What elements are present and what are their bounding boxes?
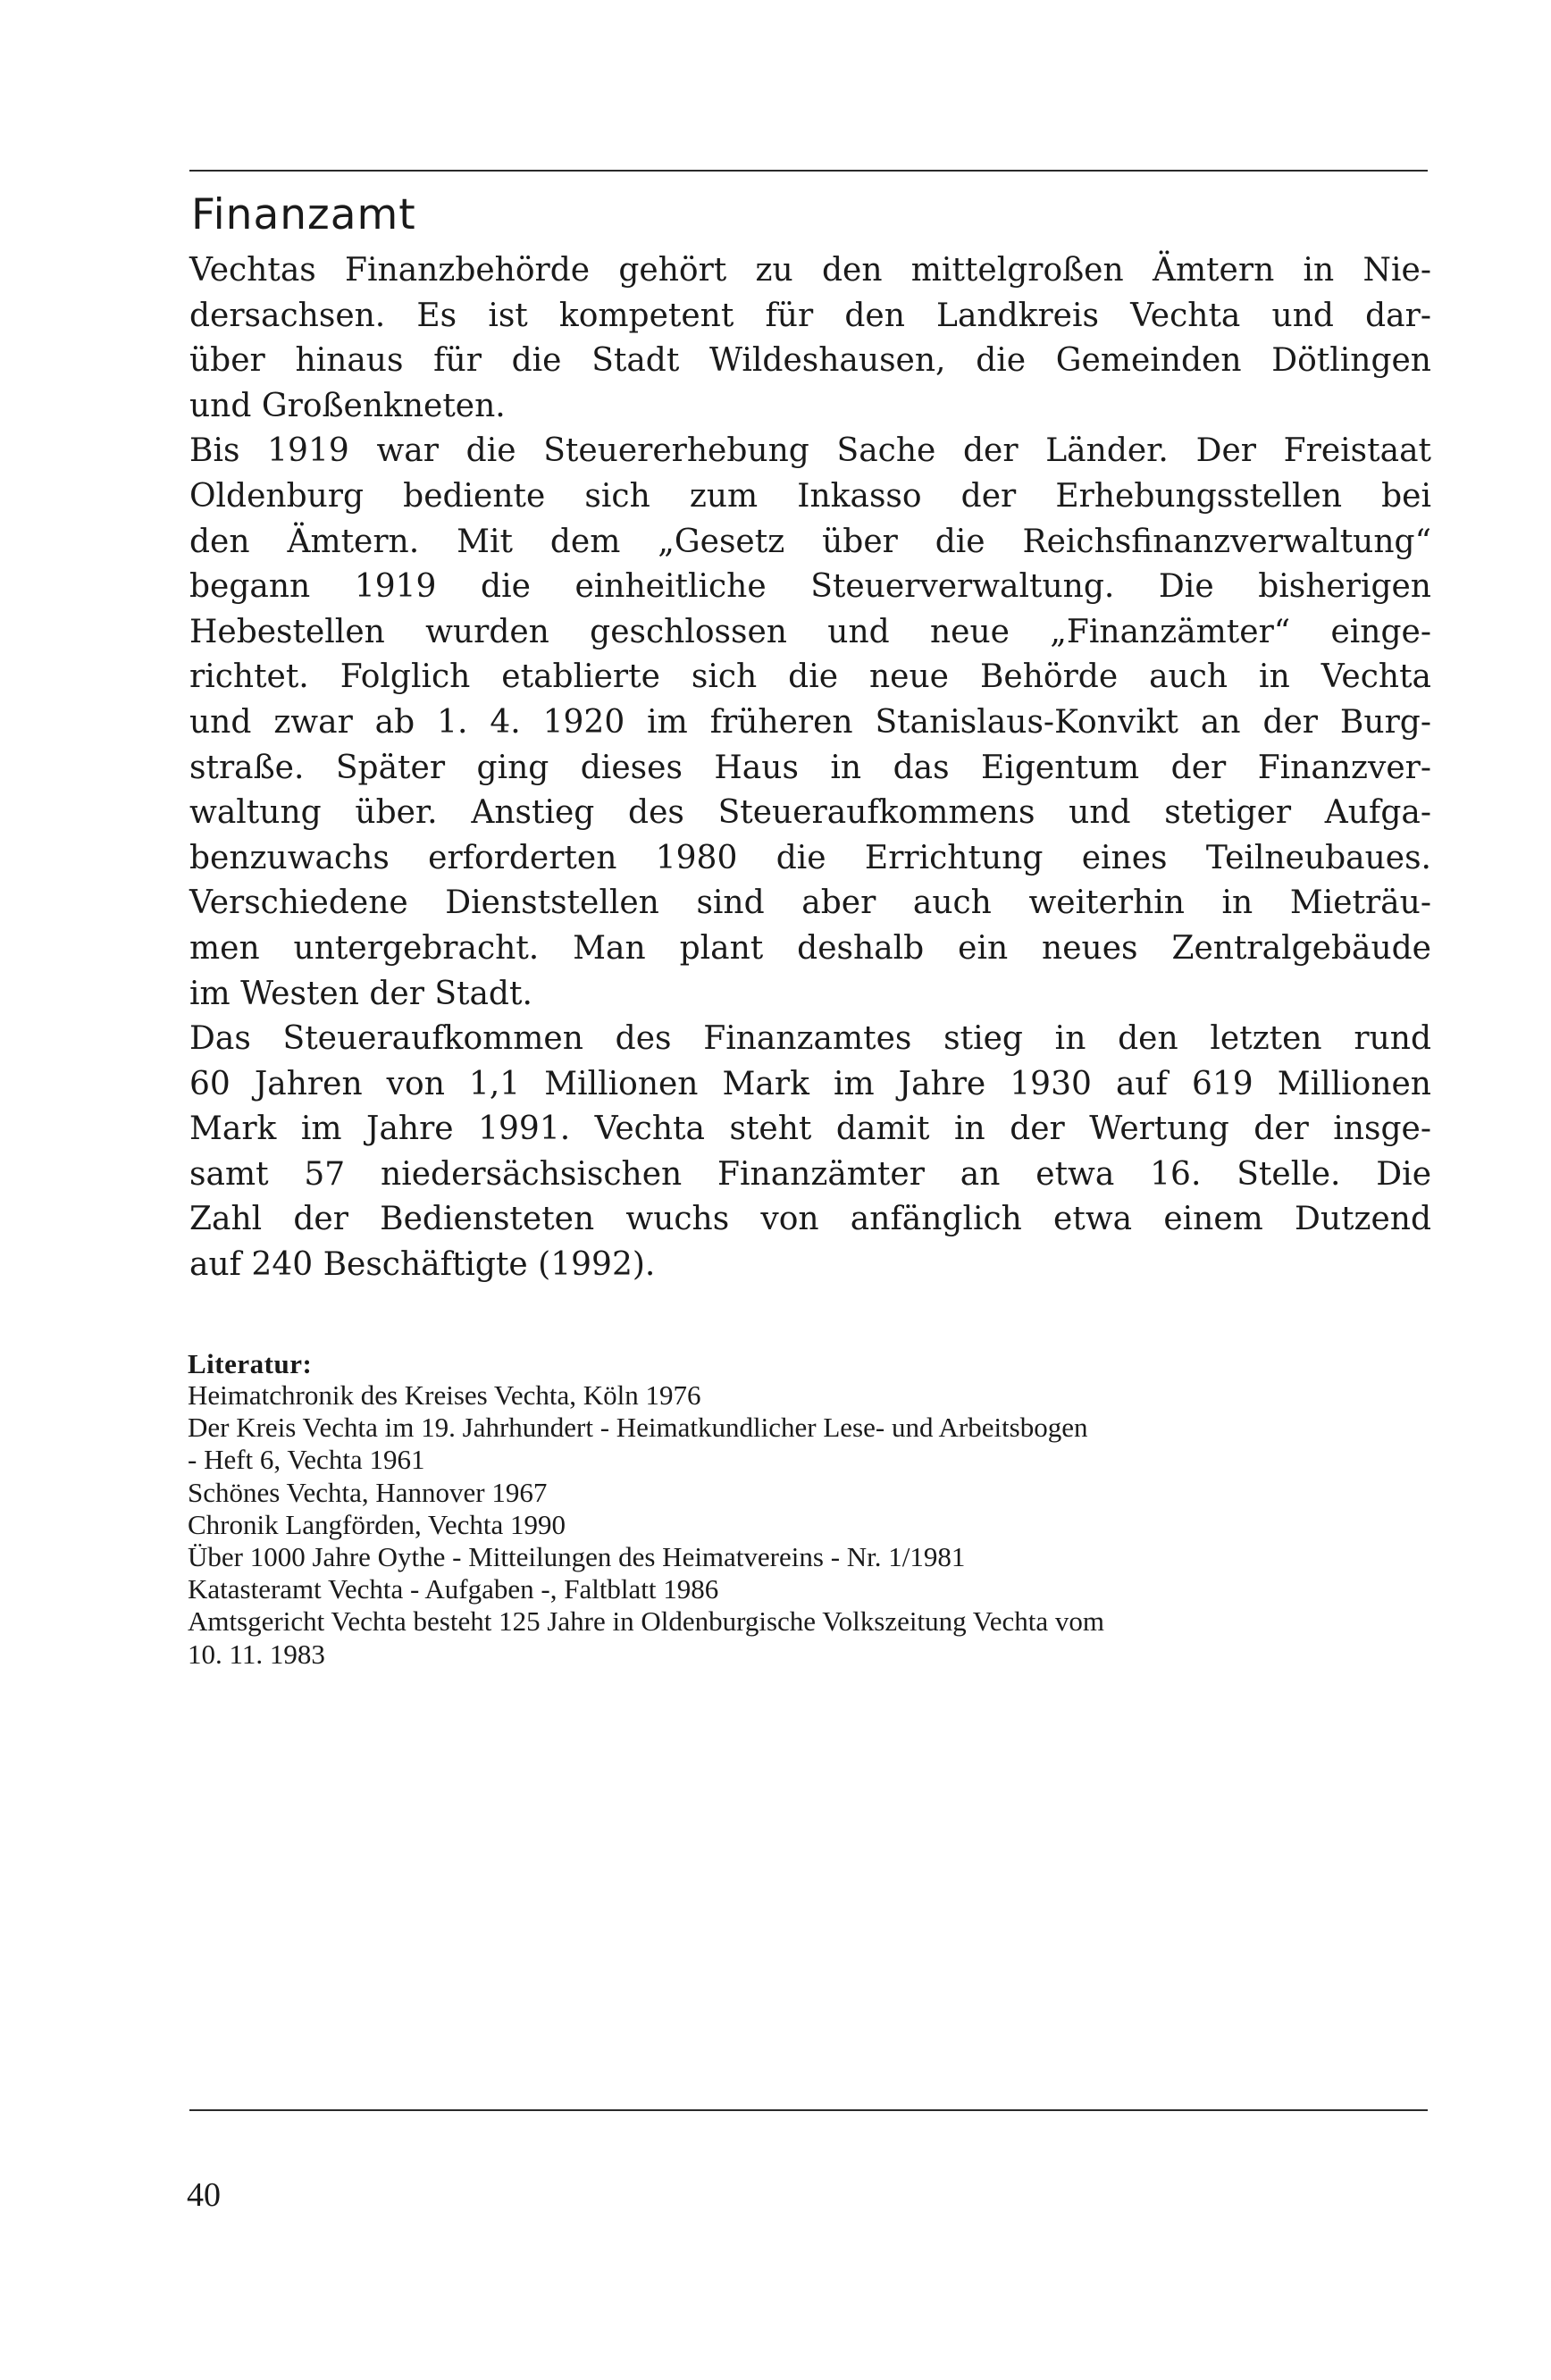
literature-section (188, 1349, 1438, 1671)
literature-entry: Chronik Langförden, Vechta 1990 (188, 1508, 566, 1540)
body-line: dersachsen. Es ist kompetent für den Landkreis Vechta und dar- (189, 297, 1431, 334)
page-number: 40 (187, 2176, 221, 2214)
literature-entry: Amtsgericht Vechta besteht 125 Jahre in Oldenburgische Volkszeitung Vechta vom (188, 1605, 1104, 1638)
body-line: Vechtas Finanzbehörde gehört zu den mittelgroßen Ämtern in Nie- (189, 252, 1431, 289)
body-line: benzuwachs erforderten 1980 die Errichtung eines Teilneubaues. (189, 839, 1431, 876)
body-line: und zwar ab 1. 4. 1920 im früheren Stanislaus-Konvikt an der Burg- (189, 703, 1431, 741)
literature-heading: Literatur: (188, 1348, 313, 1379)
body-line: begann 1919 die einheitliche Steuerverwaltung. Die bisherigen (189, 568, 1431, 606)
body-line: über hinaus für die Stadt Wildeshausen, die Gemeinden Dötlingen (189, 342, 1431, 380)
body-line: men untergebracht. Man plant deshalb ein neues Zentralgebäude (189, 929, 1431, 967)
literature-entry: Heimatchronik des Kreises Vechta, Köln 1976 (188, 1379, 701, 1411)
literature-entry: 10. 11. 1983 (188, 1638, 325, 1670)
literature-entry: Der Kreis Vechta im 19. Jahrhundert - Heimatkundlicher Lese- und Arbeitsbogen (188, 1412, 1088, 1444)
body-line: richtet. Folglich etablierte sich die neue Behörde auch in Vechta (189, 658, 1431, 696)
body-line: den Ämtern. Mit dem „Gesetz über die Reichsfinanzverwaltung“ (189, 523, 1431, 560)
body-line: Mark im Jahre 1991. Vechta steht damit in der Wertung der insge- (189, 1110, 1431, 1148)
literature-entry: Schönes Vechta, Hannover 1967 (188, 1476, 548, 1508)
top-rule (189, 170, 1428, 172)
body-text (189, 248, 1431, 1288)
body-line: auf 240 Beschäftigte (1992). (189, 1246, 656, 1284)
body-line: straße. Später ging dieses Haus in das Eigentum der Finanzver- (189, 749, 1431, 786)
body-line: Oldenburg bediente sich zum Inkasso der Erhebungsstellen bei (189, 477, 1431, 515)
literature-entry: Katasteramt Vechta - Aufgaben -, Faltblatt 1986 (188, 1573, 719, 1605)
bottom-rule (189, 2109, 1428, 2111)
body-line: Das Steueraufkommen des Finanzamtes stieg in den letzten rund (189, 1020, 1431, 1058)
body-line: Zahl der Bediensteten wuchs von anfänglich etwa einem Dutzend (189, 1201, 1431, 1238)
literature-entry: Über 1000 Jahre Oythe - Mitteilungen des Heimatvereins - Nr. 1/1981 (188, 1540, 966, 1572)
section-heading: Finanzamt (191, 190, 416, 239)
body-line: Bis 1919 war die Steuererhebung Sache der Länder. Der Freistaat (189, 432, 1431, 470)
literature-entry: - Heft 6, Vechta 1961 (188, 1444, 425, 1476)
body-line: waltung über. Anstieg des Steueraufkommens und stetiger Aufga- (189, 794, 1431, 832)
body-line: im Westen der Stadt. (189, 975, 532, 1012)
body-line: 60 Jahren von 1,1 Millionen Mark im Jahre 1930 auf 619 Millionen (189, 1065, 1431, 1102)
body-line: Verschiedene Dienststellen sind aber auch weiterhin in Mieträu- (189, 884, 1431, 922)
body-line: samt 57 niedersächsischen Finanzämter an etwa 16. Stelle. Die (189, 1155, 1431, 1193)
body-line: und Großenkneten. (189, 387, 506, 424)
body-line: Hebestellen wurden geschlossen und neue „Finanzämter“ einge- (189, 613, 1431, 650)
